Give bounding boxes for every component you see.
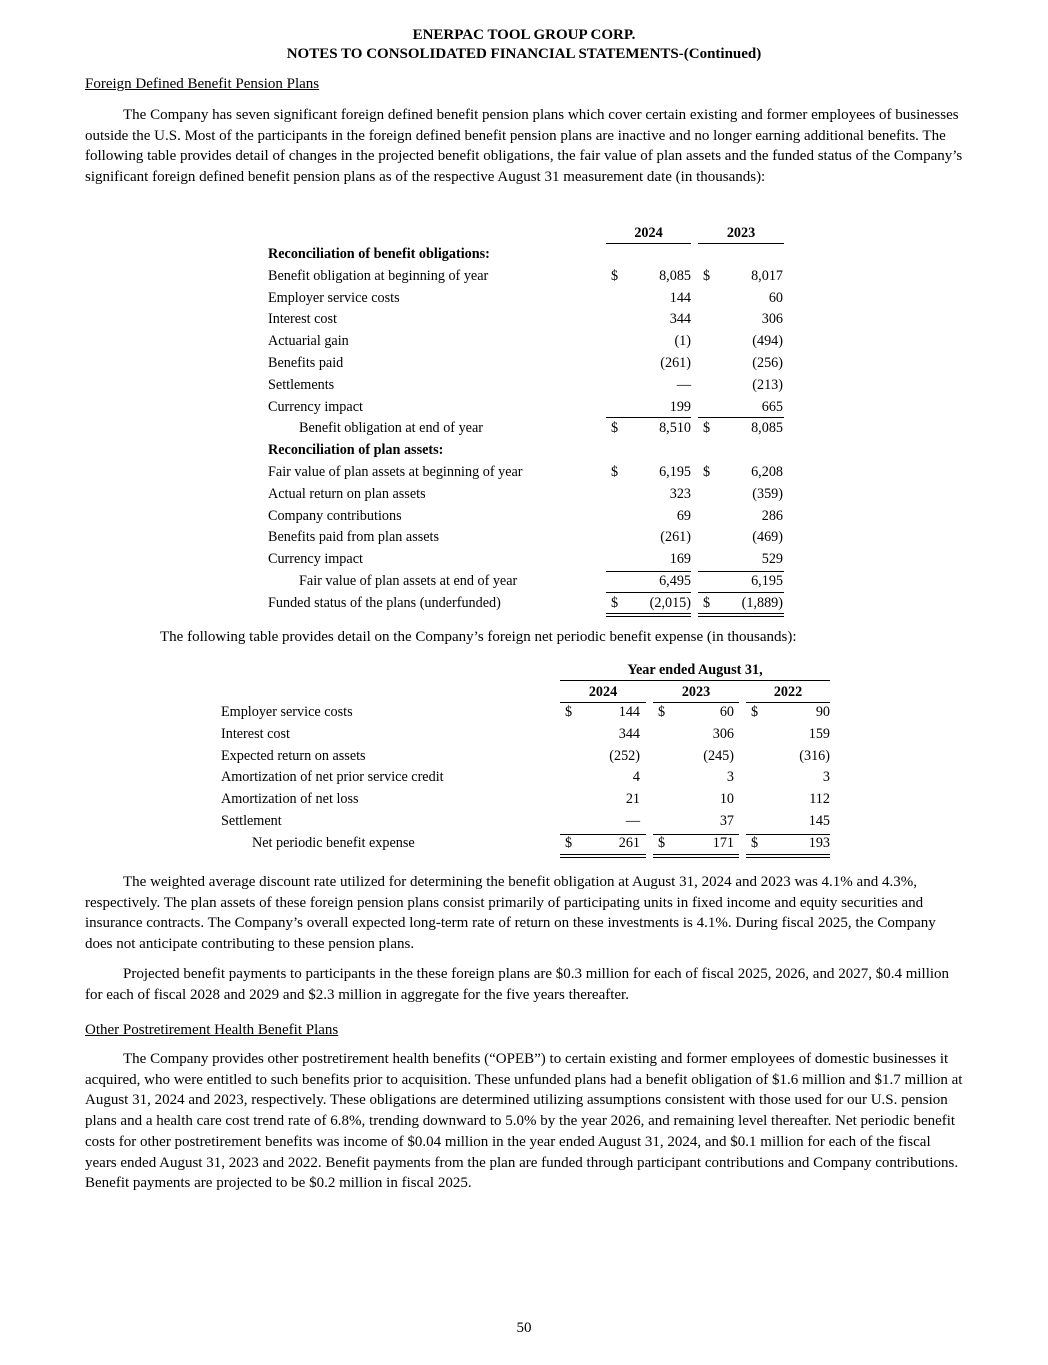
table1-value: 665 [761, 398, 783, 415]
table1-row-label: Fair value of plan assets at beginning of year [268, 464, 523, 480]
table2-value: 21 [625, 791, 640, 808]
table1-row [268, 353, 788, 375]
table1-col-2023: 2023 [726, 225, 756, 241]
table1-total-double-rule [606, 613, 691, 617]
table1-row [268, 418, 788, 440]
table1-value: (469) [752, 529, 783, 546]
dollar-sign: $ [658, 704, 666, 720]
table1-value: 344 [669, 311, 691, 328]
table1-row-label: Fair value of plan assets at end of year [299, 573, 518, 589]
dollar-sign: $ [703, 267, 711, 284]
table2-value: 112 [809, 791, 830, 808]
table1-total-double-rule [698, 613, 784, 617]
table2-value: 37 [719, 813, 734, 829]
table2-row-label: Net periodic benefit expense [252, 834, 415, 851]
table1-value: 6,195 [751, 573, 783, 589]
table2-col-2024: 2024 [588, 684, 618, 700]
table2-value: 145 [808, 813, 830, 829]
table2-value: (245) [703, 747, 734, 764]
table2-row [221, 811, 841, 833]
table1-value: — [676, 376, 691, 393]
table1-subtotal-rule [606, 592, 691, 593]
table1-value: 529 [761, 551, 783, 568]
table1-value: 8,017 [751, 267, 783, 284]
table1-row [268, 375, 788, 397]
table2-group-header: Year ended August 31, [627, 662, 763, 678]
table2-value: 3 [822, 769, 830, 786]
table2-col-2022: 2022 [773, 684, 803, 700]
table1-value: (1) [674, 333, 691, 350]
dollar-sign: $ [703, 464, 711, 480]
table2-value: — [625, 813, 640, 829]
opeb-heading: Other Postretirement Health Benefit Plans [85, 1022, 339, 1038]
table2-col-2023: 2023 [681, 684, 711, 700]
dollar-sign: $ [658, 834, 666, 851]
table2-row-label: Employer service costs [221, 704, 353, 720]
discount-rate-paragraph: The weighted average discount rate utilized for determining the benefit obligation at August 31, 2024 and 2023 was 4.1% and 4.3%, respectively. The plan assets of these foreign pension plans consist primarily of participating units in fixed income and equity securities and insurance contracts. The Company’s overall expected long-term rate of return on these investments is 4.1%. During fiscal 2025, the Company does not anticipate contributing to these pension plans. [85, 874, 936, 953]
table2-row-label: Amortization of net prior service credit [221, 769, 444, 786]
dollar-sign: $ [703, 420, 711, 437]
table2-row [221, 789, 841, 811]
table1-row [268, 288, 788, 310]
table2-value: 3 [726, 769, 734, 786]
table1-row [268, 331, 788, 353]
foreign-plans-heading: Foreign Defined Benefit Pension Plans [85, 76, 320, 92]
table1-row-label: Benefits paid [268, 355, 344, 371]
table1-subtotal-rule [698, 592, 784, 593]
table2-value: 90 [815, 704, 830, 720]
dollar-sign: $ [751, 704, 759, 720]
table2-value: 4 [632, 769, 640, 786]
table1-value: (494) [752, 333, 783, 350]
table2-value: 261 [618, 834, 640, 851]
table1-row-label: Settlements [268, 376, 335, 393]
table1-row-label: Employer service costs [268, 289, 400, 306]
dollar-sign: $ [611, 420, 619, 437]
table1-row [268, 244, 788, 266]
table1-value: 69 [676, 507, 691, 524]
table1-value: 6,195 [659, 464, 691, 480]
table1-row-label: Reconciliation of benefit obligations: [268, 246, 490, 262]
table1-row [268, 571, 788, 593]
table1-value: 8,085 [751, 420, 783, 437]
table2-value: 193 [808, 834, 830, 851]
table1-row-label: Actuarial gain [268, 333, 349, 350]
table1-subtotal-rule [606, 417, 691, 418]
table2-row [221, 746, 841, 768]
table1-row [268, 462, 788, 484]
dollar-sign: $ [611, 267, 619, 284]
table1-row-label: Currency impact [268, 551, 363, 568]
table1-value: 199 [669, 398, 691, 415]
table1-value: 323 [669, 485, 691, 502]
table2-total-double-rule [560, 854, 646, 858]
table2-value: 144 [618, 704, 640, 720]
table1-row-label: Actual return on plan assets [268, 485, 426, 502]
table1-row-label: Interest cost [268, 311, 337, 328]
table1-row [268, 397, 788, 419]
table1-value: 8,085 [659, 267, 691, 284]
table2-value: 60 [719, 704, 734, 720]
dollar-sign: $ [703, 594, 711, 611]
table1-value: (213) [752, 376, 783, 393]
table1-value: (261) [660, 529, 691, 546]
table1-value: (256) [752, 355, 783, 371]
table1-row [268, 593, 788, 615]
table2-row-label: Settlement [221, 813, 282, 829]
table1-value: 306 [761, 311, 783, 328]
table1-row [268, 266, 788, 288]
table1-value: 6,495 [659, 573, 691, 589]
company-name: ENERPAC TOOL GROUP CORP. [412, 27, 636, 43]
dollar-sign: $ [611, 594, 619, 611]
table1-subtotal-rule [698, 571, 784, 572]
table2-total-double-rule [746, 854, 830, 858]
table1-row [268, 506, 788, 528]
table1-value: 6,208 [751, 464, 783, 480]
table2-row [221, 702, 841, 724]
table1-row-label: Currency impact [268, 398, 363, 415]
table1-value: (261) [660, 355, 691, 371]
table2-row [221, 767, 841, 789]
projected-payments-paragraph: Projected benefit payments to participants in the these foreign plans are $0.3 million for each of fiscal 2025, 2026, and 2027, $0.4 million for each of fiscal 2028 and 2029 and $2.3 million in aggregate for the five years thereafter. [85, 966, 950, 1003]
table2-subtotal-rule [653, 834, 739, 835]
table2-value: 159 [808, 725, 830, 742]
table1-subtotal-rule [698, 417, 784, 418]
table2-group-rule [560, 680, 830, 681]
table2-row-label: Expected return on assets [221, 747, 366, 764]
table1-row-label: Benefit obligation at end of year [299, 420, 483, 437]
table1-value: 286 [761, 507, 783, 524]
table1-value: 169 [669, 551, 691, 568]
table1-row-label: Reconciliation of plan assets: [268, 442, 444, 459]
dollar-sign: $ [565, 704, 573, 720]
opeb-paragraph: The Company provides other postretirement health benefits (“OPEB”) to certain existing and former employees of domestic businesses it acquired, who were entitled to such benefits prior to acquisition. These unfunded plans had a benefit obligation of $1.6 million and $1.7 million at August 31, 2024 and 2023, respectively. These obligations are determined utilizing assumptions consistent with those used for our U.S. pension plans and a health care cost trend rate of 6.8%, trending downward to 5.0% by the year 2026, and remaining level thereafter. Net periodic benefit costs for other postretirement benefits was income of $0.04 million in the year ended August 31, 2024, and $0.1 million for each of the fiscal years ended August 31, 2023 and 2022. Benefit payments from the plan are funded through participant contributions and Company contributions. Benefit payments are projected to be $0.2 million in fiscal 2025. [85, 1051, 963, 1192]
table1-value: (1,889) [741, 594, 783, 611]
foreign-plans-paragraph: The Company has seven significant foreign defined benefit pension plans which cover certain existing and former employees of businesses outside the U.S. Most of the participants in the foreign defined benefit pension plans are inactive and no longer earning additional benefits. The following table provides detail of changes in the projected benefit obligations, the fair value of plan assets and the funded status of the Company’s significant foreign defined benefit pension plans as of the respective August 31 measurement date (in thousands): [85, 107, 963, 186]
table2-value: (252) [609, 747, 640, 764]
table2-subtotal-rule [746, 834, 830, 835]
page-number: 50 [516, 1320, 532, 1336]
table2-value: 171 [712, 834, 734, 851]
table1-row [268, 484, 788, 506]
table2-row [221, 724, 841, 746]
table1-row [268, 309, 788, 331]
table2-value: 306 [712, 725, 734, 742]
table1-value: (359) [752, 485, 783, 502]
table2-value: 10 [719, 791, 734, 808]
table1-row [268, 440, 788, 462]
table1-row [268, 527, 788, 549]
table1-value: 144 [669, 289, 691, 306]
table2-total-double-rule [653, 854, 739, 858]
dollar-sign: $ [611, 464, 619, 480]
table2-row-label: Amortization of net loss [221, 791, 359, 808]
table1-subtotal-rule [606, 571, 691, 572]
table1-value: 60 [768, 289, 783, 306]
table2-value: 344 [618, 725, 640, 742]
table1-row-label: Funded status of the plans (underfunded) [268, 594, 501, 611]
table1-value: 8,510 [659, 420, 691, 437]
table1-col-2024: 2024 [634, 225, 663, 241]
table2-row [221, 833, 841, 855]
dollar-sign: $ [565, 834, 573, 851]
expense-intro: The following table provides detail on the Company’s foreign net periodic benefit expense (in thousands): [160, 629, 797, 645]
table1-row-label: Benefits paid from plan assets [268, 529, 439, 546]
table2-row-label: Interest cost [221, 725, 290, 742]
table1-row [268, 549, 788, 571]
table2-value: (316) [799, 747, 830, 764]
table1-row-label: Benefit obligation at beginning of year [268, 267, 489, 284]
page-subtitle: NOTES TO CONSOLIDATED FINANCIAL STATEMENTS-(Continued) [286, 46, 762, 62]
table1-value: (2,015) [649, 594, 691, 611]
dollar-sign: $ [751, 834, 759, 851]
table2-subtotal-rule [560, 834, 646, 835]
table1-row-label: Company contributions [268, 507, 402, 524]
